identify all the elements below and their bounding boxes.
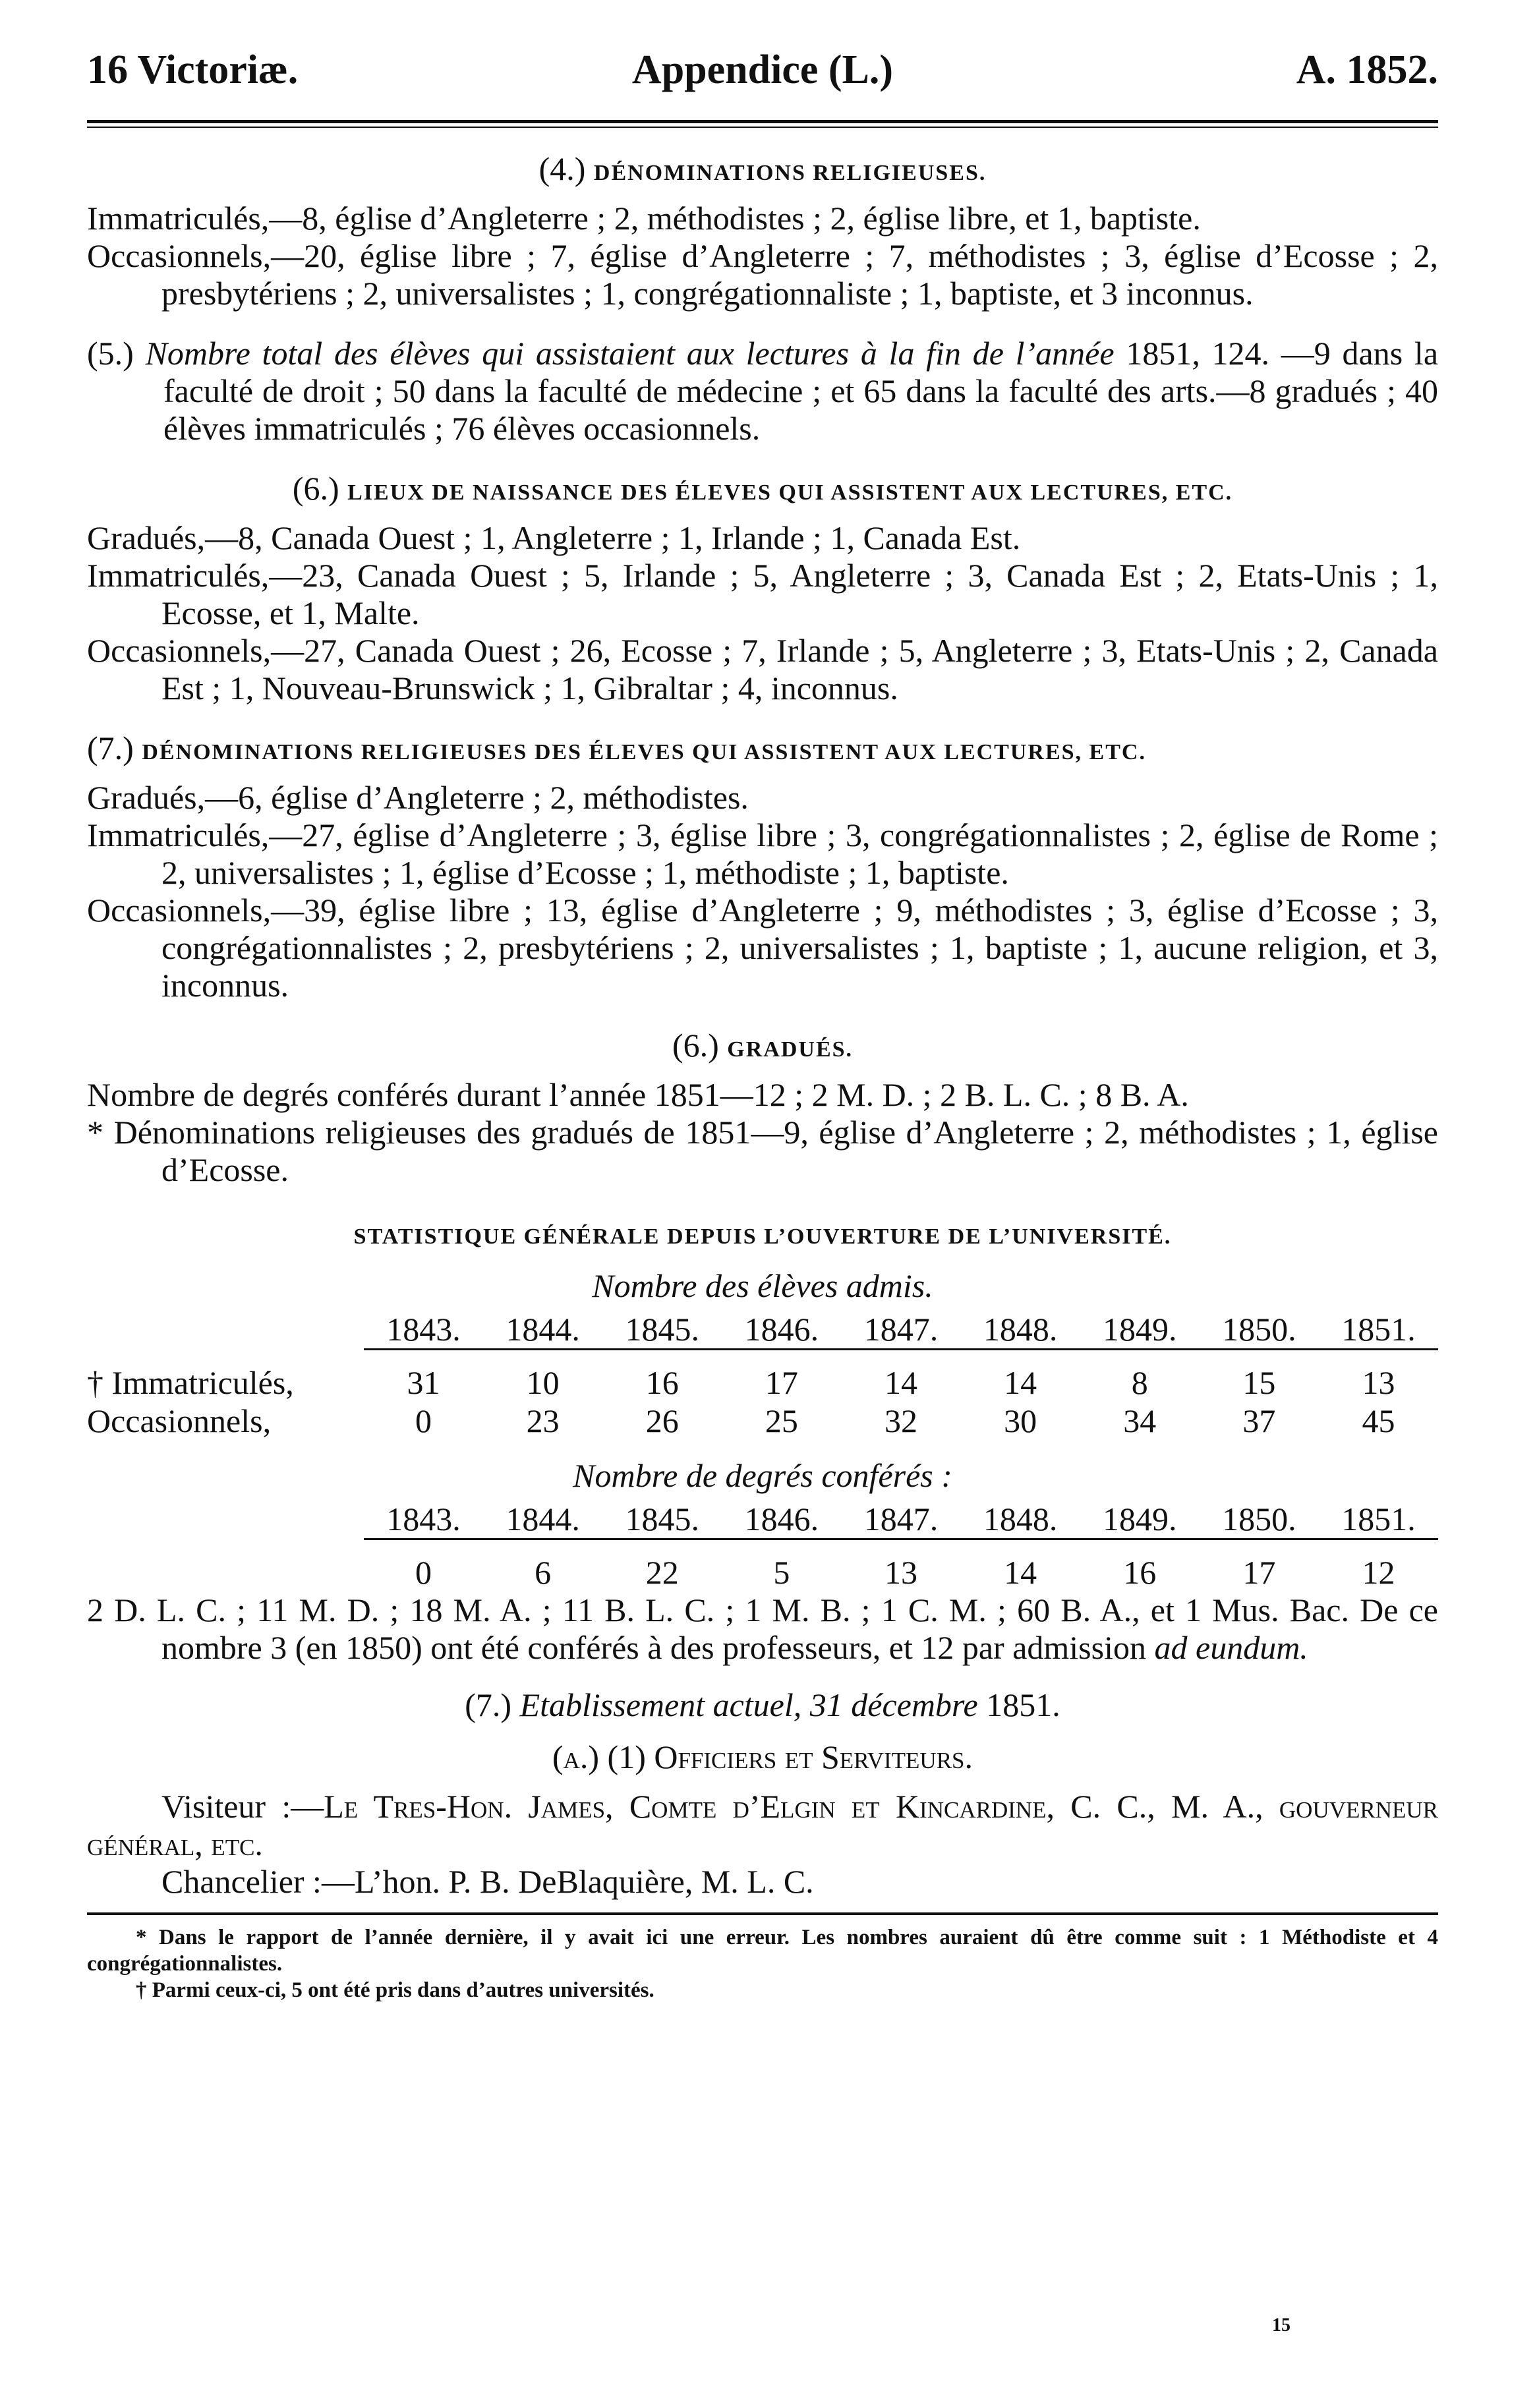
sec7-occasionnels: Occasionnels,—39, église libre ; 13, église d’Angleterre ; 9, méthodistes ; 3, église d’Ecosse ; 3, congrégationnalistes ; 2, presbytériens ; 2, universalistes ; 1, baptiste ; 1, aucune religion, et 3, inconnus. xyxy=(87,892,1438,1004)
table-cell: 30 xyxy=(1004,1402,1037,1439)
admis-year-6: 1849. xyxy=(1080,1310,1200,1350)
page-number: 15 xyxy=(1272,2315,1290,2336)
chancelier-line: Chancelier :—L’hon. P. B. DeBlaquière, M. L. C. xyxy=(161,1863,814,1900)
table-cell: 37 xyxy=(1242,1402,1276,1439)
table-cell: 16 xyxy=(645,1363,679,1401)
table-row xyxy=(87,1553,1438,1591)
table-cell: 23 xyxy=(526,1402,560,1439)
table-cell: 12 xyxy=(1362,1553,1395,1591)
header-center: Appendice (L.) xyxy=(631,47,894,92)
table-cell: 13 xyxy=(1362,1363,1395,1401)
degres-year-0: 1843. xyxy=(364,1500,483,1539)
table-row xyxy=(87,1402,1438,1440)
table-cell: 17 xyxy=(765,1363,798,1401)
admis-title: Nombre des élèves admis. xyxy=(592,1267,933,1304)
section-4-heading: (4.) DÉNOMINATIONS RELIGIEUSES. xyxy=(538,150,987,187)
table-cell: 13 xyxy=(884,1553,917,1591)
table-cell: 16 xyxy=(1123,1553,1157,1591)
table-cell: 14 xyxy=(1004,1363,1037,1401)
table-cell: 45 xyxy=(1362,1402,1395,1439)
table-cell: 26 xyxy=(645,1402,679,1439)
table-cell: 0 xyxy=(415,1402,432,1439)
table-cell: 0 xyxy=(415,1553,432,1591)
etab-subheading: (a.) (1) Officiers et Serviteurs. xyxy=(552,1738,973,1775)
header-rule xyxy=(87,120,1438,128)
section-7-heading: (7.) DÉNOMINATIONS RELIGIEUSES DES ÉLEVES QUI ASSISTENT AUX LECTURES, ETC. xyxy=(87,730,1146,766)
admis-year-0: 1843. xyxy=(364,1310,483,1350)
header-left: 16 Victoriæ. xyxy=(87,47,299,92)
degres-year-4: 1847. xyxy=(841,1500,960,1539)
admis-year-7: 1850. xyxy=(1200,1310,1319,1350)
table-cell: 14 xyxy=(1004,1553,1037,1591)
degres-year-3: 1846. xyxy=(722,1500,841,1539)
degres-title: Nombre de degrés conférés : xyxy=(573,1457,952,1494)
sec7-gradues: Gradués,—6, église d’Angleterre ; 2, méthodistes. xyxy=(87,779,749,816)
table-cell: 5 xyxy=(773,1553,790,1591)
sec5-paragraph: (5.) Nombre total des élèves qui assistaient aux lectures à la fin de l’année 1851, 124. —9 dans la faculté de droit ; 50 dans la faculté de médecine ; et 65 dans la faculté des arts.—8 gradués ; 40 élèves immatriculés ; 76 élèves occasionnels. xyxy=(87,335,1439,447)
header-right: A. 1852. xyxy=(1296,47,1438,92)
admis-year-1: 1844. xyxy=(483,1310,602,1350)
table-cell: 22 xyxy=(645,1553,679,1591)
footnote-rule xyxy=(87,1912,1438,1915)
degres-year-8: 1851. xyxy=(1319,1500,1438,1539)
sec6-occasionnels: Occasionnels,—27, Canada Ouest ; 26, Ecosse ; 7, Irlande ; 5, Angleterre ; 3, Etats-Unis ; 2, Canada Est ; 1, Nouveau-Brunswick ; 1, Gibraltar ; 4, inconnus. xyxy=(87,632,1438,706)
degres-year-2: 1845. xyxy=(602,1500,722,1539)
sec6-gradues: Gradués,—8, Canada Ouest ; 1, Angleterre ; 1, Irlande ; 1, Canada Est. xyxy=(87,519,1021,556)
table-row xyxy=(87,1363,1438,1402)
degres-table xyxy=(87,1500,1438,1591)
table-cell: 31 xyxy=(407,1363,440,1401)
degres-year-6: 1849. xyxy=(1080,1500,1200,1539)
footnote-1: * Dans le rapport de l’année dernière, il y avait ici une erreur. Les nombres auraient dû être comme suit : 1 Méthodiste et 4 congrégationnalistes. xyxy=(87,1926,1438,1976)
visiteur-line: Visiteur :—Le Tres-Hon. James, Comte d’Elgin et Kincardine, C. C., M. A., gouverneur général, etc. xyxy=(87,1788,1438,1862)
table-cell: 17 xyxy=(1242,1553,1276,1591)
degres-year-5: 1848. xyxy=(961,1500,1080,1539)
admis-table xyxy=(87,1310,1438,1440)
footnotes xyxy=(87,1924,1438,2003)
admis-year-row xyxy=(87,1310,1438,1350)
gradues-line1: Nombre de degrés conférés durant l’année 1851—12 ; 2 M. D. ; 2 B. L. C. ; 8 B. A. xyxy=(87,1076,1189,1113)
table-cell: 6 xyxy=(535,1553,552,1591)
row-label: Occasionnels, xyxy=(87,1402,272,1439)
admis-year-2: 1845. xyxy=(602,1310,722,1350)
sec7-immatricules: Immatriculés,—27, église d’Angleterre ; 3, église libre ; 3, congrégationnalistes ; 2, église de Rome ; 2, universalistes ; 1, église d’Ecosse ; 1, méthodiste ; 1, baptiste. xyxy=(87,817,1438,891)
admis-year-8: 1851. xyxy=(1319,1310,1438,1350)
admis-year-4: 1847. xyxy=(841,1310,960,1350)
table-cell: 15 xyxy=(1242,1363,1276,1401)
degres-year-1: 1844. xyxy=(483,1500,602,1539)
table-cell: 10 xyxy=(526,1363,560,1401)
admis-year-5: 1848. xyxy=(961,1310,1080,1350)
sec4-occasionnels: Occasionnels,—20, église libre ; 7, église d’Angleterre ; 7, méthodistes ; 3, église d’Ecosse ; 2, presbytériens ; 2, universalistes ; 1, congrégationnaliste ; 1, baptiste, et 3 inconnus. xyxy=(87,237,1438,312)
table-cell: 8 xyxy=(1131,1363,1148,1401)
stats-heading: STATISTIQUE GÉNÉRALE DEPUIS L’OUVERTURE DE L’UNIVERSITÉ. xyxy=(353,1224,1172,1249)
footnote-2: † Parmi ceux-ci, 5 ont été pris dans d’autres universités. xyxy=(136,1978,654,2002)
admis-year-3: 1846. xyxy=(722,1310,841,1350)
gradues-line2: * Dénominations religieuses des gradués de 1851—9, église d’Angleterre ; 2, méthodistes ; 1, église d’Ecosse. xyxy=(87,1114,1438,1188)
table-cell: 25 xyxy=(765,1402,798,1439)
table-cell: 32 xyxy=(884,1402,917,1439)
sec4-immatricules: Immatriculés,—8, église d’Angleterre ; 2, méthodistes ; 2, église libre, et 1, baptiste. xyxy=(87,200,1201,237)
etab-heading: (7.) Etablissement actuel, 31 décembre 1851. xyxy=(465,1686,1060,1723)
degres-note: 2 D. L. C. ; 11 M. D. ; 18 M. A. ; 11 B. L. C. ; 1 M. B. ; 1 C. M. ; 60 B. A., et 1 Mus. Bac. De ce nombre 3 (en 1850) ont été conférés à des professeurs, et 12 par admission ad eundum. xyxy=(87,1591,1438,1666)
table-cell: 34 xyxy=(1123,1402,1157,1439)
section-gradues-heading: (6.) GRADUÉS. xyxy=(672,1027,854,1064)
row-label: † Immatriculés, xyxy=(87,1363,294,1401)
degres-year-row xyxy=(87,1500,1438,1539)
table-cell: 14 xyxy=(884,1363,917,1401)
sec6-immatricules: Immatriculés,—23, Canada Ouest ; 5, Irlande ; 5, Angleterre ; 3, Canada Est ; 2, Etats-Unis ; 1, Ecosse, et 1, Malte. xyxy=(87,557,1438,631)
degres-year-7: 1850. xyxy=(1200,1500,1319,1539)
section-6-heading: (6.) LIEUX DE NAISSANCE DES ÉLEVES QUI ASSISTENT AUX LECTURES, ETC. xyxy=(292,470,1233,507)
running-header xyxy=(87,47,1438,115)
